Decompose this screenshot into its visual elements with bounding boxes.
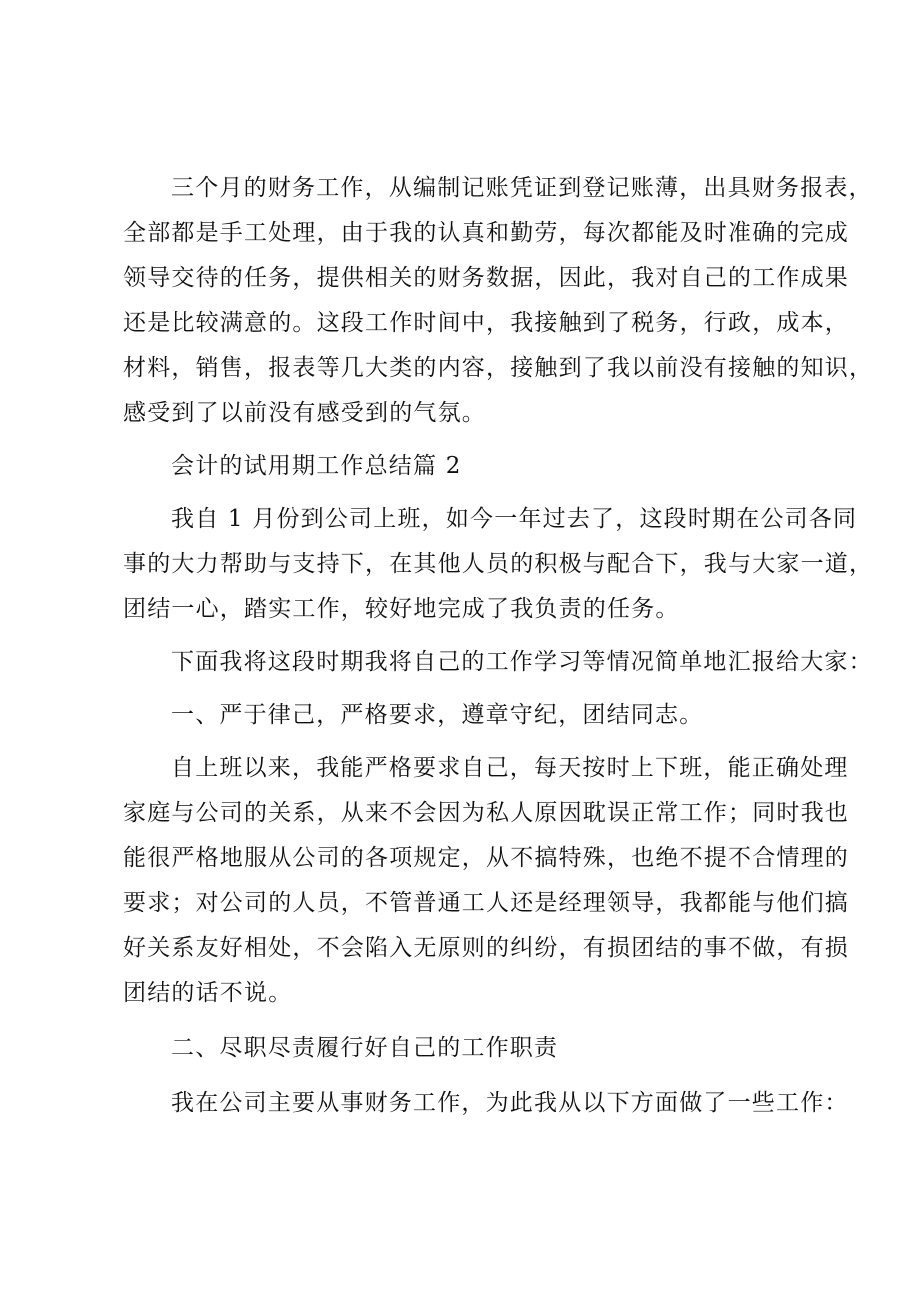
- text-line: 团结一心，踏实工作，较好地完成了我负责的任务。: [123, 596, 680, 622]
- paragraph-report-intro: [123, 640, 873, 685]
- text-line: 感受到了以前没有感受到的气氛。: [123, 400, 486, 426]
- subheading-discipline: [123, 693, 843, 738]
- subheading-text: 一、严于律己，严格要求，遵章守纪，团结同志。: [171, 702, 704, 728]
- paragraph-finance-work: [123, 166, 874, 436]
- text-line: 我在公司主要从事财务工作，为此我从以下方面做了一些工作：: [171, 1090, 849, 1116]
- section-heading-2: [123, 444, 843, 489]
- heading-text: 会计的试用期工作总结篇 2: [171, 453, 462, 479]
- text-line: 团结的话不说。: [123, 980, 293, 1006]
- text-line: 事的大力帮助与支持下，在其他人员的积极与配合下，我与大家一道，: [123, 551, 874, 577]
- text-line: 我自 1 月份到公司上班，如今一年过去了，这段时期在公司各同: [171, 506, 858, 532]
- document-body: [123, 166, 874, 1126]
- text-line: 家庭与公司的关系，从来不会因为私人原因耽误正常工作；同时我也: [123, 800, 849, 826]
- text-line: 三个月的财务工作，从编制记账凭证到登记账薄，出具财务报表，: [171, 175, 873, 201]
- text-line: 领导交待的任务，提供相关的财务数据，因此，我对自己的工作成果: [123, 265, 849, 291]
- text-line: 要求；对公司的人员，不管普通工人还是经理领导，我都能与他们搞: [123, 890, 849, 916]
- text-line: 全部都是手工处理，由于我的认真和勤劳，每次都能及时准确的完成: [123, 220, 849, 246]
- paragraph-one-year: [123, 497, 874, 632]
- text-line: 材料，销售，报表等几大类的内容，接触到了我以前没有接触的知识，: [123, 355, 874, 381]
- text-line: 下面我将这段时期我将自己的工作学习等情况简单地汇报给大家：: [171, 649, 873, 675]
- text-line: 还是比较满意的。这段工作时间中，我接触到了税务，行政，成本，: [123, 310, 849, 336]
- subheading-duties: [123, 1026, 843, 1071]
- subheading-text: 二、尽职尽责履行好自己的工作职责: [171, 1035, 559, 1061]
- text-line: 能很严格地服从公司的各项规定，从不搞特殊，也绝不提不合情理的: [123, 845, 849, 871]
- text-line: 好关系友好相处，不会陷入无原则的纠纷，有损团结的事不做，有损: [123, 935, 849, 961]
- paragraph-main-work: [123, 1081, 849, 1126]
- text-line: 自上班以来，我能严格要求自己，每天按时上下班，能正确处理: [171, 755, 849, 781]
- paragraph-self-discipline: [123, 746, 849, 1016]
